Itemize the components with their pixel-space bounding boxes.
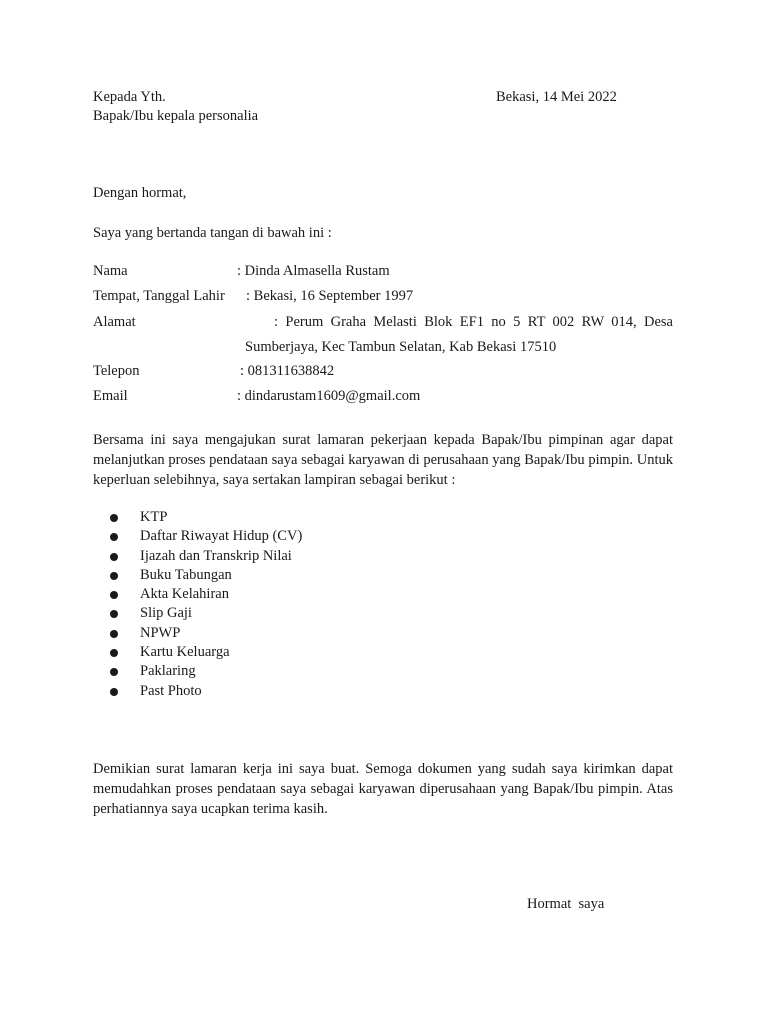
list-item-label: Kartu Keluarga <box>140 644 230 661</box>
list-item-label: NPWP <box>140 624 181 641</box>
list-item <box>110 508 302 527</box>
list-item-label: KTP <box>140 509 168 525</box>
list-item-label: Akta Kelahiran <box>140 586 229 603</box>
bullet-icon <box>110 649 118 657</box>
list-item <box>110 585 302 604</box>
closing-paragraph: Demikian surat lamaran kerja ini saya buat. Semoga dokumen yang sudah saya kirimkan dapat memudahkan proses pendataan saya sebagai karyawan diperusahaan yang Bapak/Ibu pimpin. Atas perhatiannya saya ucapkan terima kasih. <box>93 761 673 817</box>
list-item-label: Paklaring <box>140 663 196 680</box>
bullet-icon <box>110 553 118 561</box>
bullet-icon <box>110 610 118 618</box>
intro-text: Saya yang bertanda tangan di bawah ini : <box>93 225 332 241</box>
list-item <box>110 566 302 585</box>
bullet-icon <box>110 533 118 541</box>
list-item <box>110 662 302 681</box>
phone-label: Telepon <box>93 363 140 379</box>
email-value: : dindarustam1609@gmail.com <box>237 388 421 404</box>
list-item <box>110 643 302 662</box>
list-item <box>110 527 302 546</box>
bullet-icon <box>110 591 118 599</box>
recipient-line-1: Kepada Yth. <box>93 89 166 105</box>
bullet-icon <box>110 668 118 676</box>
list-item <box>110 547 302 566</box>
attachments-list <box>110 508 302 701</box>
list-item-label: Buku Tabungan <box>140 566 232 583</box>
recipient-line-2: Bapak/Ibu kepala personalia <box>93 108 259 124</box>
list-item <box>110 682 302 701</box>
name-value: : Dinda Almasella Rustam <box>237 263 390 279</box>
list-item <box>110 624 302 643</box>
place-date: Bekasi, 14 Mei 2022 <box>496 89 617 105</box>
birth-label: Tempat, Tanggal Lahir <box>93 288 225 304</box>
list-item-label: Daftar Riwayat Hidup (CV) <box>140 528 303 545</box>
address-label: Alamat <box>93 314 136 330</box>
bullet-icon <box>110 514 118 522</box>
birth-value: : Bekasi, 16 September 1997 <box>246 288 414 304</box>
body-paragraph: Bersama ini saya mengajukan surat lamaran pekerjaan kepada Bapak/Ibu pimpinan agar dapat melanjutkan proses pendataan saya sebagai karyawan di perusahaan yang Bapak/Ibu pimpin. Untuk keperluan selebihnya, saya sertakan lampiran sebagai berikut : <box>93 432 673 488</box>
name-label: Nama <box>93 263 128 279</box>
list-item-label: Slip Gaji <box>140 605 192 622</box>
bullet-icon <box>110 688 118 696</box>
bullet-icon <box>110 630 118 638</box>
address-value-line-1: : Perum Graha Melasti Blok EF1 no 5 RT 002 RW 014, Desa <box>274 314 673 330</box>
greeting: Dengan hormat, <box>93 185 187 201</box>
bullet-icon <box>110 572 118 580</box>
list-item <box>110 604 302 623</box>
signoff: Hormat saya <box>527 896 605 912</box>
list-item-label: Past Photo <box>140 682 202 699</box>
list-item-label: Ijazah dan Transkrip Nilai <box>140 547 292 564</box>
email-label: Email <box>93 388 128 404</box>
address-value-line-2: Sumberjaya, Kec Tambun Selatan, Kab Bekasi 17510 <box>245 339 557 355</box>
phone-value: : 081311638842 <box>240 363 335 379</box>
